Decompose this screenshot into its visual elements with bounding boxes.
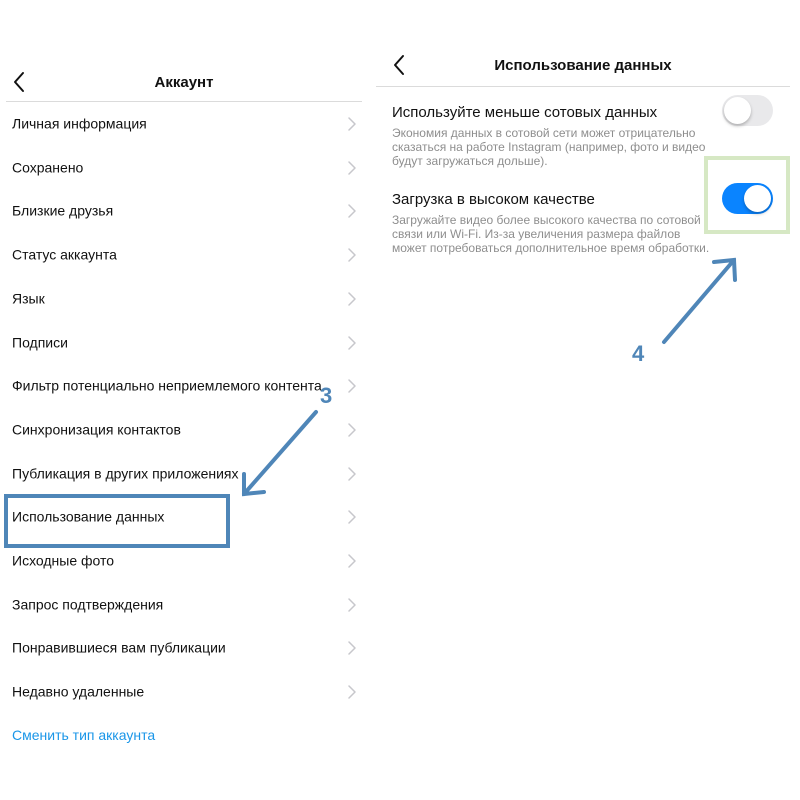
settings-list-item-label: Подписи	[12, 334, 68, 350]
page-title: Использование данных	[494, 57, 672, 74]
settings-list-item-label: Статус аккаунта	[12, 246, 117, 263]
step3-label: 3	[320, 383, 333, 408]
settings-list-item-label: Понравившиеся вам публикации	[12, 639, 226, 656]
settings-list-item-label: Запрос подтверждения	[12, 596, 164, 613]
settings-list-item-label: Сохранено	[12, 159, 84, 176]
low-data-setting-title: Используйте меньше сотовых данных	[392, 104, 658, 121]
settings-list-item-label: Синхронизация контактов	[12, 421, 181, 438]
step4-arrow-icon	[664, 260, 735, 342]
page-title: Аккаунт	[154, 74, 214, 91]
step4-label: 4	[632, 341, 645, 366]
step3-arrow-icon	[244, 412, 316, 494]
settings-list-item-label: Личная информация	[12, 115, 147, 132]
switch-account-type-link[interactable]: Сменить тип аккаунта	[12, 727, 156, 743]
settings-list-item-label: Недавно удаленные	[12, 683, 145, 700]
settings-list-item-label: Язык	[12, 290, 45, 307]
settings-list-item-label: Исходные фото	[12, 552, 115, 569]
settings-list-item-label: Публикация в других приложениях	[12, 465, 239, 482]
settings-list-item-label: Фильтр потенциально неприемлемого контента	[12, 377, 322, 394]
hq-upload-setting-title: Загрузка в высоком качестве	[392, 191, 595, 208]
settings-list-item-label: Близкие друзья	[12, 202, 114, 219]
settings-list-item-label: Использование данных	[12, 508, 165, 525]
hq-upload-setting-description: Загружайте видео более высокого качества по сотовой связи или Wi-Fi. Из-за увеличения размера файлов может потребоваться дополнительное время обработки.	[392, 213, 710, 255]
low-data-setting-description: Экономия данных в сотовой сети может отрицательно сказаться на работе Instagram (например, фото и видео будут загружаться дольше).	[392, 126, 706, 168]
